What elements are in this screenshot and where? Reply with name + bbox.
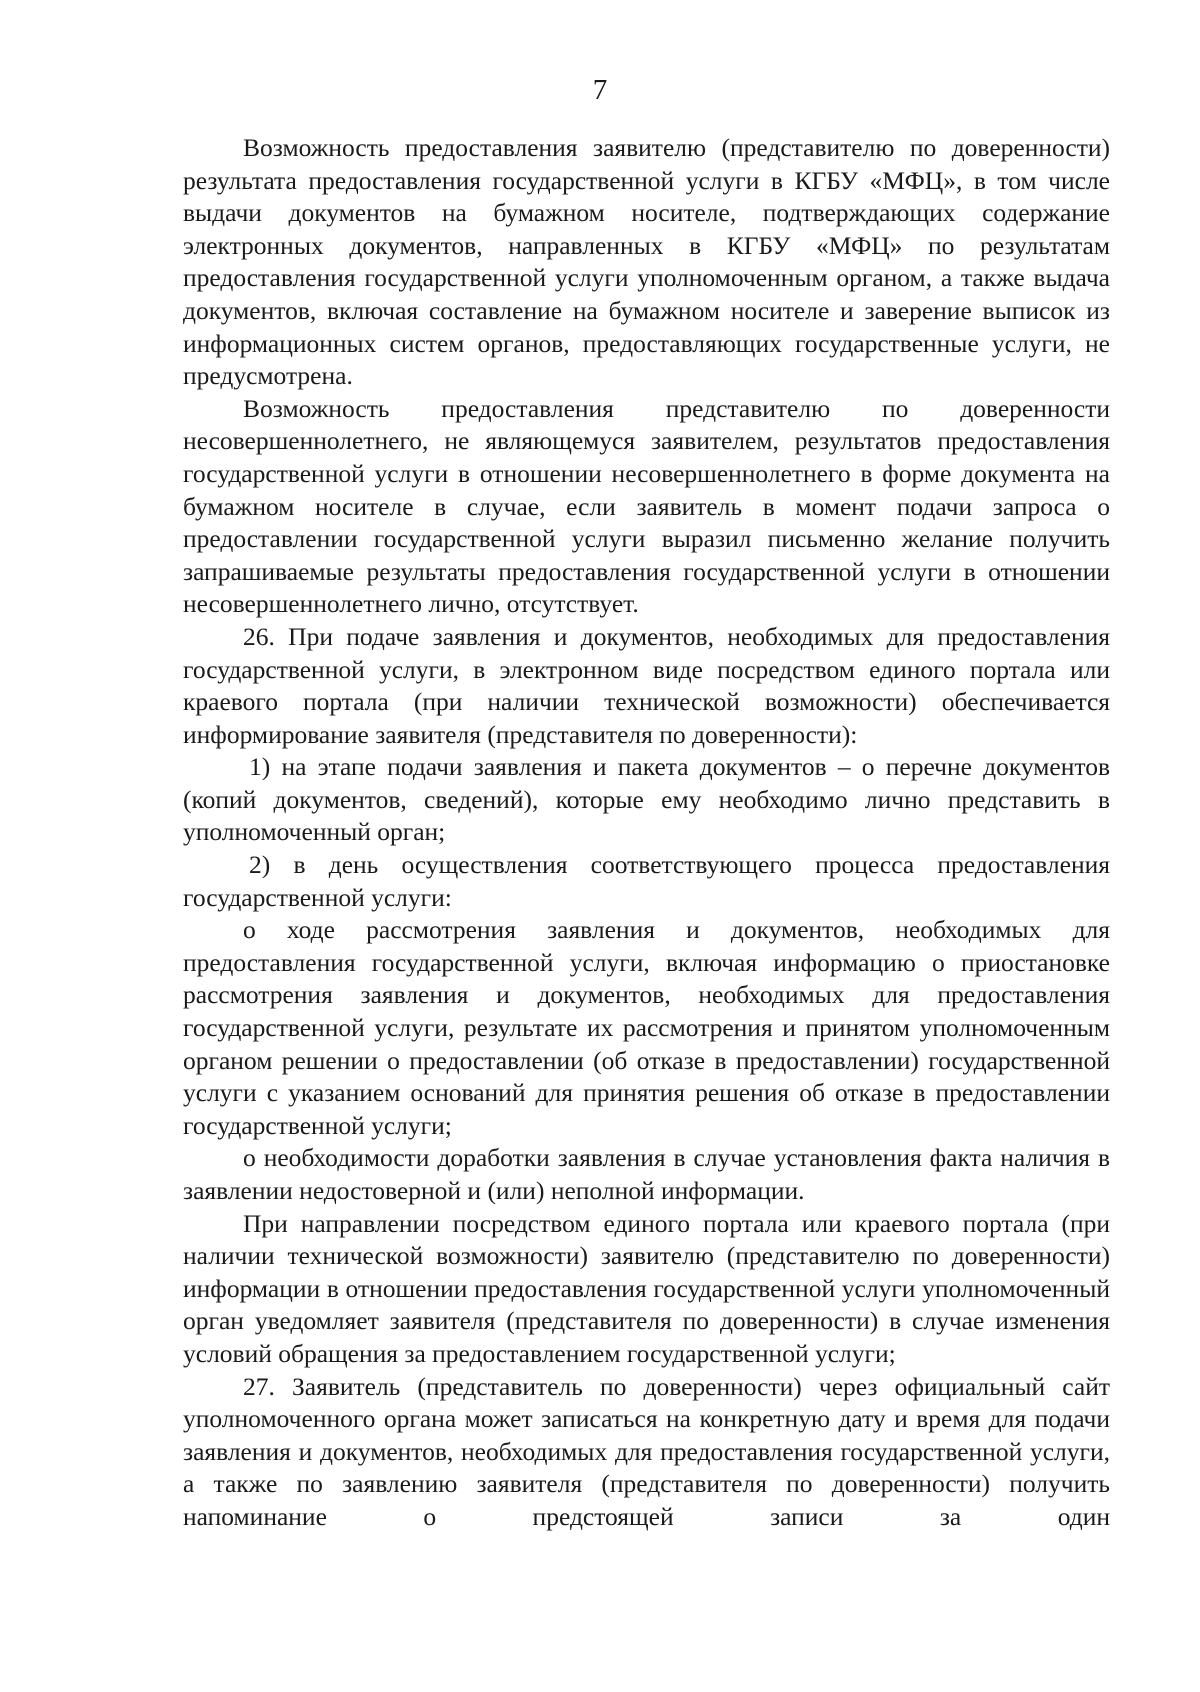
document-body (183, 132, 1110, 1534)
paragraph-27-appointment: 27. Заявитель (представитель по доверенности) через официальный сайт уполномоченного органа может записаться на конкретную дату и время для подачи заявления и документов, необходимых для предоставления государственной услуги, а также по заявлению заявителя (представителя по доверенности) получить напоминание о предстоящей записи за один (183, 1371, 1110, 1531)
list-item-2-process-day: 2) в день осуществления соответствующего процесса предоставления государственной услуги: (183, 850, 1110, 912)
paragraph-26-electronic-submission: 26. При подаче заявления и документов, необходимых для предоставления государственной услуги, в электронном виде посредством единого портала или краевого портала (при наличии технической возможности) обеспечивается информирование заявителя (представителя по доверенности): (183, 621, 1110, 749)
paragraph-mfc-result-delivery: Возможность предоставления заявителю (представителю по доверенности) результата предоставления государственной услуги в КГБУ «МФЦ», в том числе выдачи документов на бумажном носителе, подтверждающих содержание электронных документов, направленных в КГБУ «МФЦ» по результатам предоставления государственной услуги уполномоченным органом, а также выдача документов, включая составление на бумажном носителе и заверение выписок из информационных систем органов, предоставляющих государственные услуги, не предусмотрена. (183, 133, 1110, 391)
list-item-1-submission-stage: 1) на этапе подачи заявления и пакета документов – о перечне документов (копий документов, сведений), которые ему необходимо лично представить в уполномоченный орган; (183, 752, 1110, 847)
sub-item-review-progress: о ходе рассмотрения заявления и документов, необходимых для предоставления государственной услуги, включая информацию о приостановке рассмотрения заявления и документов, необходимых для предоставления государственной услуги, результате их рассмотрения и принятом уполномоченным органом решении о предоставлении (об отказе в предоставлении) государственной услуги с указанием оснований для принятия решения об отказе в предоставлении государственной услуги; (183, 915, 1110, 1140)
paragraph-minor-representative: Возможность предоставления представителю по доверенности несовершеннолетнего, не являющемуся заявителем, результатов предоставления государственной услуги в отношении несовершеннолетнего в форме документа на бумажном носителе в случае, если заявитель в момент подачи запроса о предоставлении государственной услуги выразил письменно желание получить запрашиваемые результаты предоставления государственной услуги в отношении несовершеннолетнего лично, отсутствует. (183, 393, 1110, 619)
sub-item-revision-needed: о необходимости доработки заявления в случае установления факта наличия в заявлении недостоверной и (или) неполной информации. (183, 1143, 1110, 1205)
paragraph-notification-conditions: При направлении посредством единого портала или краевого портала (при наличии технической возможности) заявителю (представителю по доверенности) информации в отношении предоставления государственной услуги уполномоченный орган уведомляет заявителя (представителя по доверенности) в случае изменения условий обращения за предоставлением государственной услуги; (183, 1208, 1110, 1368)
page-number: 7 (592, 74, 608, 106)
